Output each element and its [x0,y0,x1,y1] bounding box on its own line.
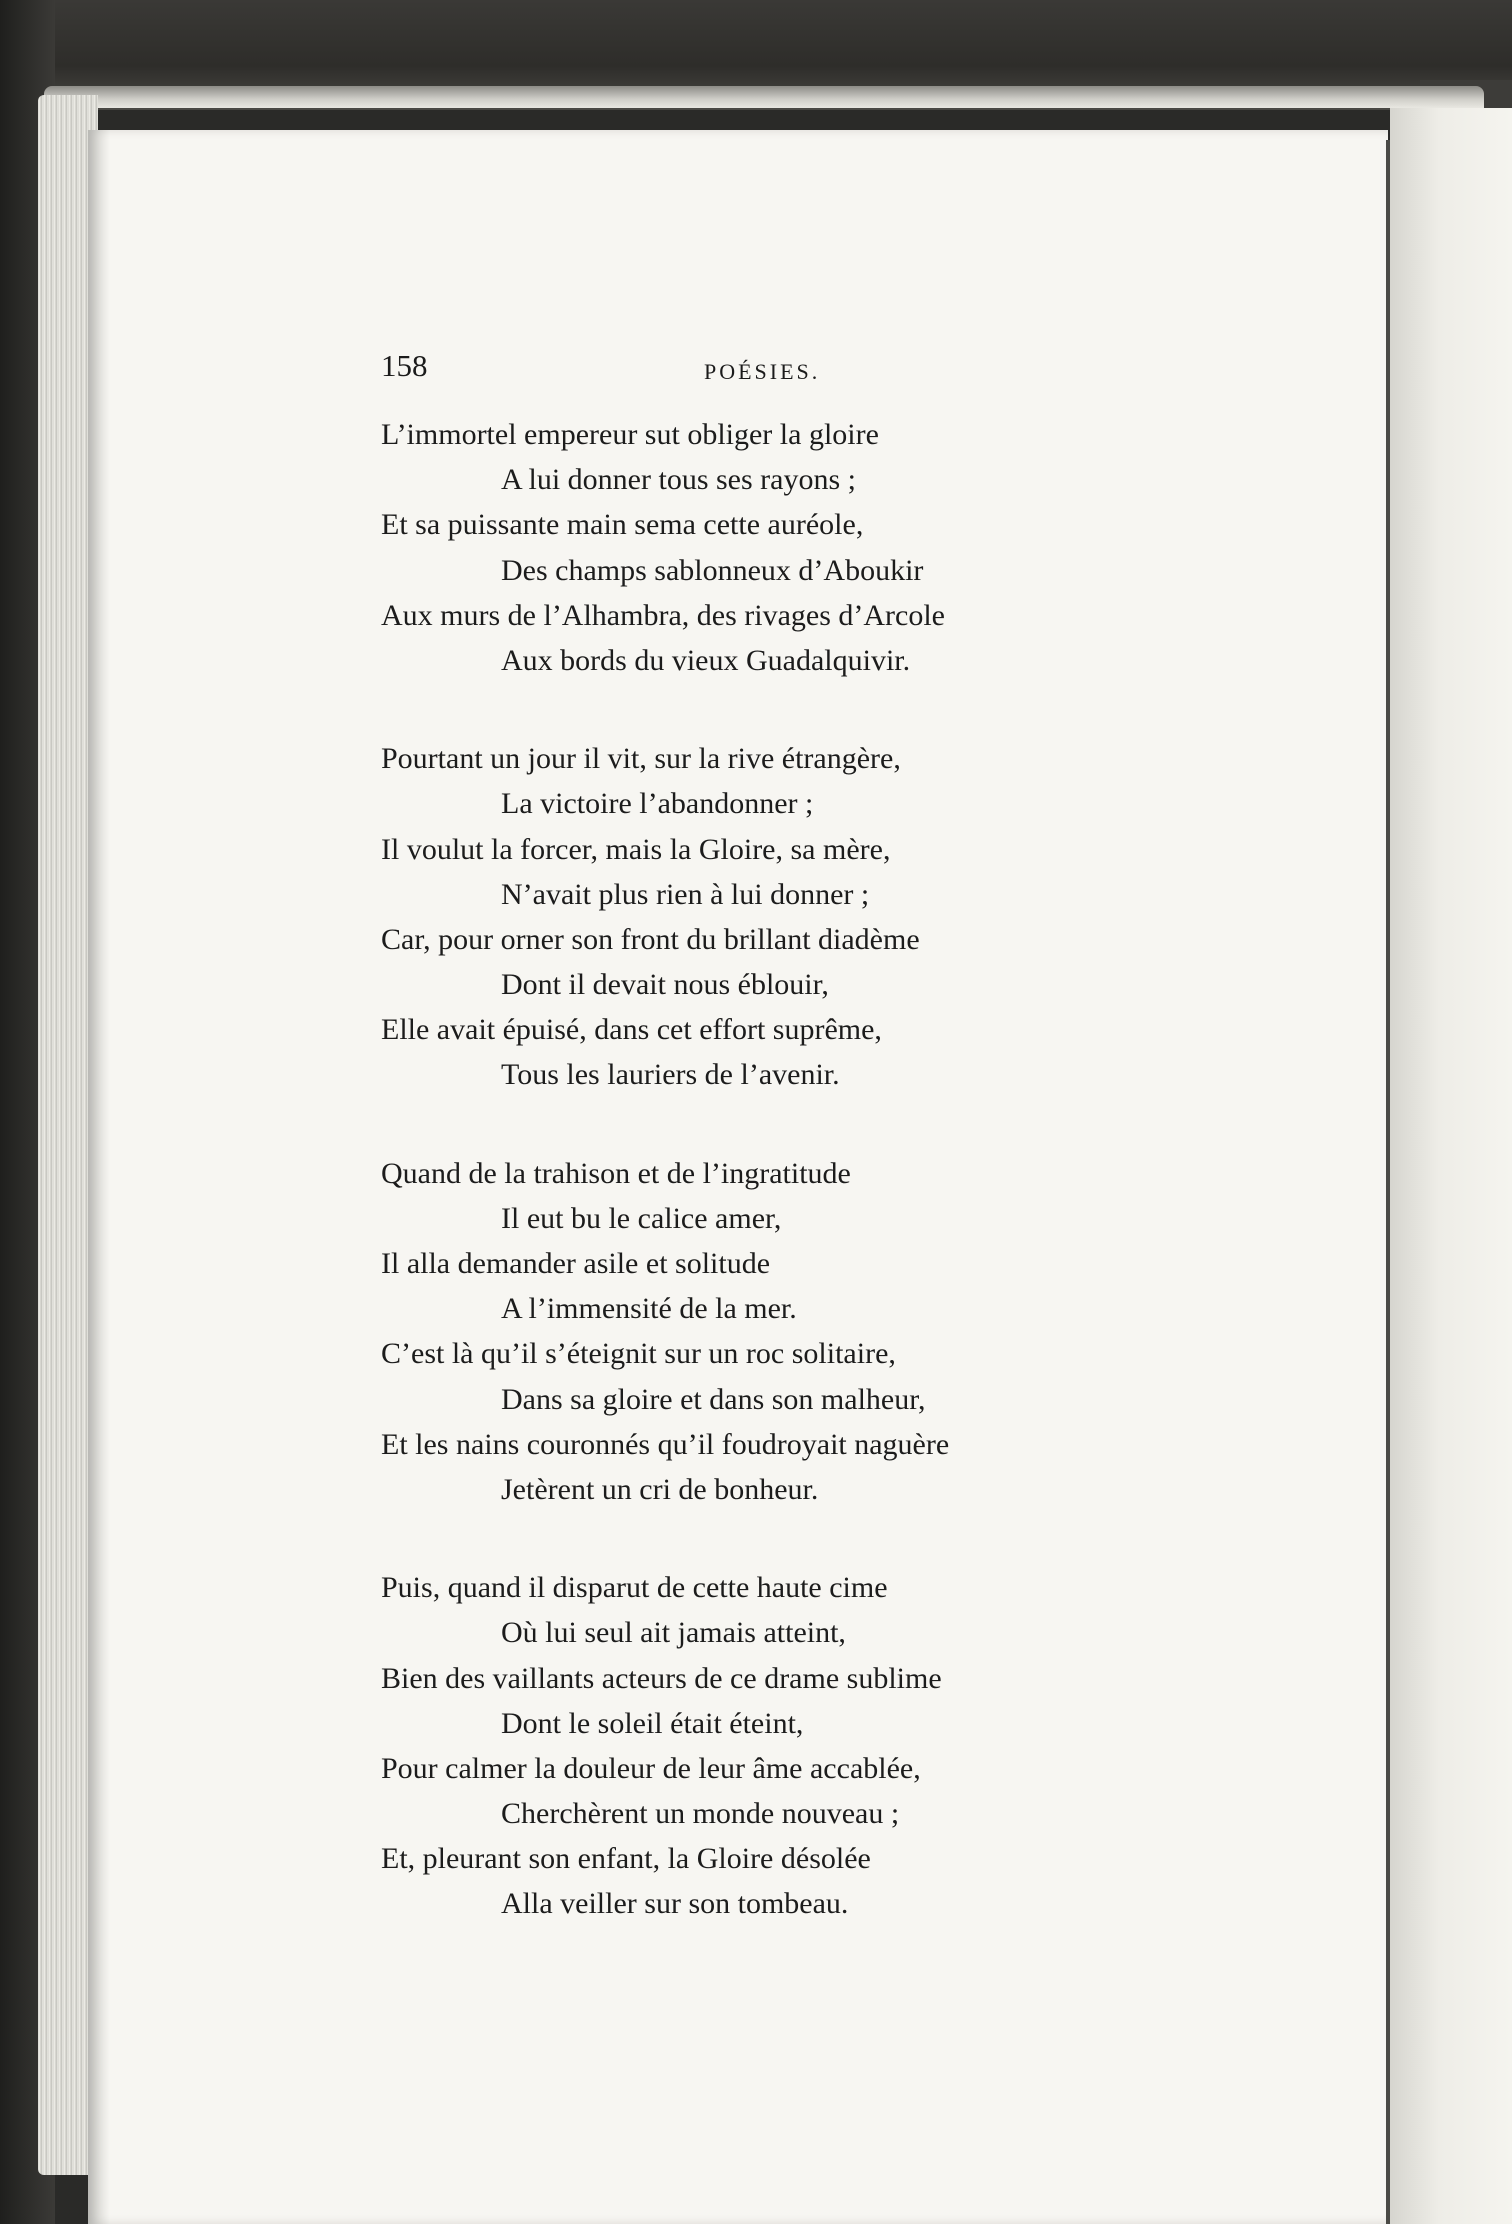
verse-line: Où lui seul ait jamais atteint, [501,1616,846,1650]
book-gutter [1386,140,1390,2224]
stanza-break [381,1098,1101,1151]
verse-line: Et les nains couronnés qu’il foudroyait naguère [381,1427,950,1461]
verse-line: Dont le soleil était éteint, [501,1706,804,1740]
verse-line: Aux bords du vieux Guadalquivir. [501,643,911,677]
verse-line: Jetèrent un cri de bonheur. [501,1472,819,1506]
page-number: 158 [381,348,428,383]
stanza-1 [381,412,1101,683]
verse-line: Et, pleurant son enfant, la Gloire désolée [381,1842,871,1876]
verse-line: Pour calmer la douleur de leur âme accablée, [381,1751,921,1785]
running-head: POÉSIES. [704,359,821,384]
stanza-3 [381,1151,1101,1513]
verse-line: La victoire l’abandonner ; [501,787,814,821]
verse-line: Dans sa gloire et dans son malheur, [501,1382,926,1416]
verse-line: Pourtant un jour il vit, sur la rive étrangère, [381,742,901,776]
verse-line: Il voulut la forcer, mais la Gloire, sa mère, [381,832,891,866]
verse-line: Car, pour orner son front du brillant diadème [381,922,920,956]
verse-line: Il alla demander asile et solitude [381,1247,771,1280]
verse-line: Alla veiller sur son tombeau. [501,1887,849,1921]
verse-line: Aux murs de l’Alhambra, des rivages d’Arcole [381,598,945,632]
verse-line: Il eut bu le calice amer, [501,1201,782,1235]
verse-line: C’est là qu’il s’éteignit sur un roc solitaire, [381,1337,896,1371]
verse-line: Des champs sablonneux d’Aboukir [501,553,924,587]
verse-line: Puis, quand il disparut de cette haute cime [381,1571,888,1605]
stanza-2 [381,736,1101,1098]
page-stack-top-edge [44,86,1484,108]
verse-line: A l’immensité de la mer. [501,1292,797,1326]
verse-line: Et sa puissante main sema cette auréole, [381,508,864,542]
verse-line: Tous les lauriers de l’avenir. [501,1058,840,1092]
verse-line: A lui donner tous ses rayons ; [501,463,856,497]
stanza-break [381,1512,1101,1565]
verse-line: N’avait plus rien à lui donner ; [501,877,870,911]
verse-line: Quand de la trahison et de l’ingratitude [381,1156,851,1190]
stanza-4 [381,1565,1101,1927]
verse-line: Dont il devait nous éblouir, [501,968,829,1002]
verse-line: Bien des vaillants acteurs de ce drame sublime [381,1661,942,1695]
verse-line: Elle avait épuisé, dans cet effort suprême, [381,1013,882,1047]
stanza-break [381,683,1101,736]
poem [381,412,1101,1927]
facing-page [1390,108,1512,2224]
verse-line: L’immortel empereur sut obliger la gloire [381,418,879,451]
verse-line: Cherchèrent un monde nouveau ; [501,1797,900,1831]
page-binding-shadow [88,130,110,2224]
